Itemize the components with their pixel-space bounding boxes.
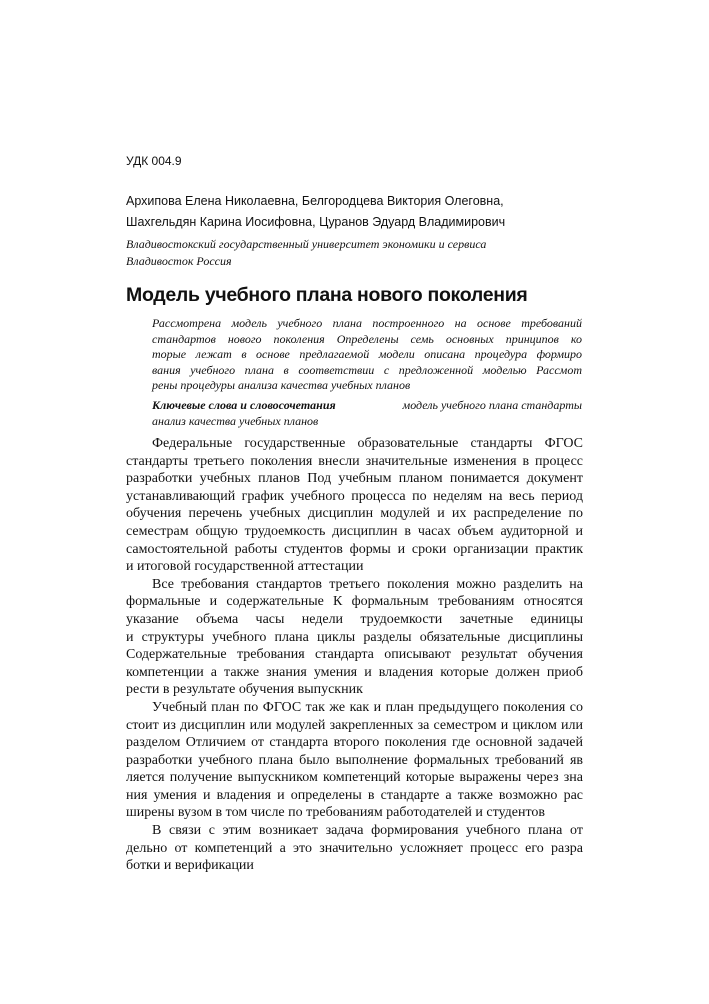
text-line: Содержательные требования стандарта описывают результат обучения xyxy=(126,647,583,663)
text-line: разделом Отличием от стандарта второго поколения где основной задачей xyxy=(126,735,583,751)
text-line: и структуры учебного плана циклы разделы обязательные дисциплины xyxy=(126,629,583,645)
abstract-line: вания учебного плана в соответствии с предложенной моделью Рассмот xyxy=(152,362,582,377)
affiliation-line: Владивосток Россия xyxy=(126,254,232,268)
keywords-values: модель учебного плана стандарты xyxy=(402,398,582,412)
text-line: рести в результате обучения выпускник xyxy=(126,682,363,698)
text-line: В связи с этим возникает задача формирования учебного плана от xyxy=(152,823,583,839)
abstract-line: стандартов нового поколения Определены семь основных принципов ко xyxy=(152,331,582,346)
keywords-values-continued: анализ качества учебных планов xyxy=(152,413,319,428)
text-line: обучения перечень учебных дисциплин модулей и их распределение по xyxy=(126,506,583,522)
author-list xyxy=(126,191,596,233)
paragraph xyxy=(126,822,583,875)
abstract xyxy=(152,316,582,394)
text-line: разработки учебных планов Под учебным планом понимается документ xyxy=(126,471,583,487)
text-line: Федеральные государственные образовательные стандарты ФГОС xyxy=(152,436,583,451)
text-line: дельно от компетенций а это значительно усложняет процесс его разра xyxy=(126,840,583,856)
abstract-line: Рассмотрена модель учебного плана построенного на основе требований xyxy=(152,316,582,330)
author-line: Архипова Елена Николаевна, Белгородцева Виктория Олеговна, xyxy=(126,194,504,208)
udk-code: УДК 004.9 xyxy=(126,154,182,168)
text-line: устанавливающий график учебного процесса по неделям на весь период xyxy=(126,488,583,504)
abstract-line: торые лежат в основе предлагаемой модели описана процедура формиро xyxy=(152,347,582,362)
text-line: ботки и верификации xyxy=(126,858,254,874)
text-line: самостоятельной работы студентов формы и сроки организации практик xyxy=(126,541,583,557)
paper-title: Модель учебного плана нового поколения xyxy=(126,284,528,306)
text-line: разработки учебного плана было выполнение формальных требований яв xyxy=(126,752,583,768)
text-line: ния умения и владения и определены в стандарте а также возможно рас xyxy=(126,787,583,803)
keywords-block xyxy=(152,398,582,429)
text-line: указание объема часы недели трудоемкости зачетные единицы xyxy=(126,611,583,627)
text-line: семестрам общую трудоемкость дисциплин в часах объем аудиторной и xyxy=(126,523,583,539)
paragraph xyxy=(126,699,583,822)
body-text xyxy=(126,435,583,875)
paragraph xyxy=(126,435,583,576)
text-line: стоит из дисциплин или модулей закрепленных за семестром и циклом или xyxy=(126,717,583,733)
text-line: стандарты третьего поколения внесли значительные изменения в процесс xyxy=(126,453,583,469)
abstract-line: рены процедуры анализа качества учебных планов xyxy=(152,378,411,393)
keywords-label: Ключевые слова и словосочетания xyxy=(152,398,336,412)
text-line: ширены вузом в том числе по требованиям работодателей и студентов xyxy=(126,805,545,821)
text-line: Все требования стандартов третьего поколения можно разделить на xyxy=(152,576,583,592)
text-line: формальные и содержательные К формальным требованиям относятся xyxy=(126,594,583,610)
keywords-row xyxy=(152,398,582,414)
text-line: и итоговой государственной аттестации xyxy=(126,559,364,575)
author-line: Шахгельдян Карина Иосифовна, Цуранов Эдуард Владимирович xyxy=(126,215,506,229)
paragraph xyxy=(126,576,583,699)
affiliation-line: Владивостокский государственный университет экономики и сервиса xyxy=(126,237,487,251)
text-line: ляется получение выпускником компетенций которые выражены через зна xyxy=(126,770,583,786)
text-line: Учебный план по ФГОС так же как и план предыдущего поколения со xyxy=(152,699,583,715)
text-line: компетенции а также знания умения и владения которые должен приоб xyxy=(126,664,583,680)
affiliation xyxy=(126,236,596,270)
